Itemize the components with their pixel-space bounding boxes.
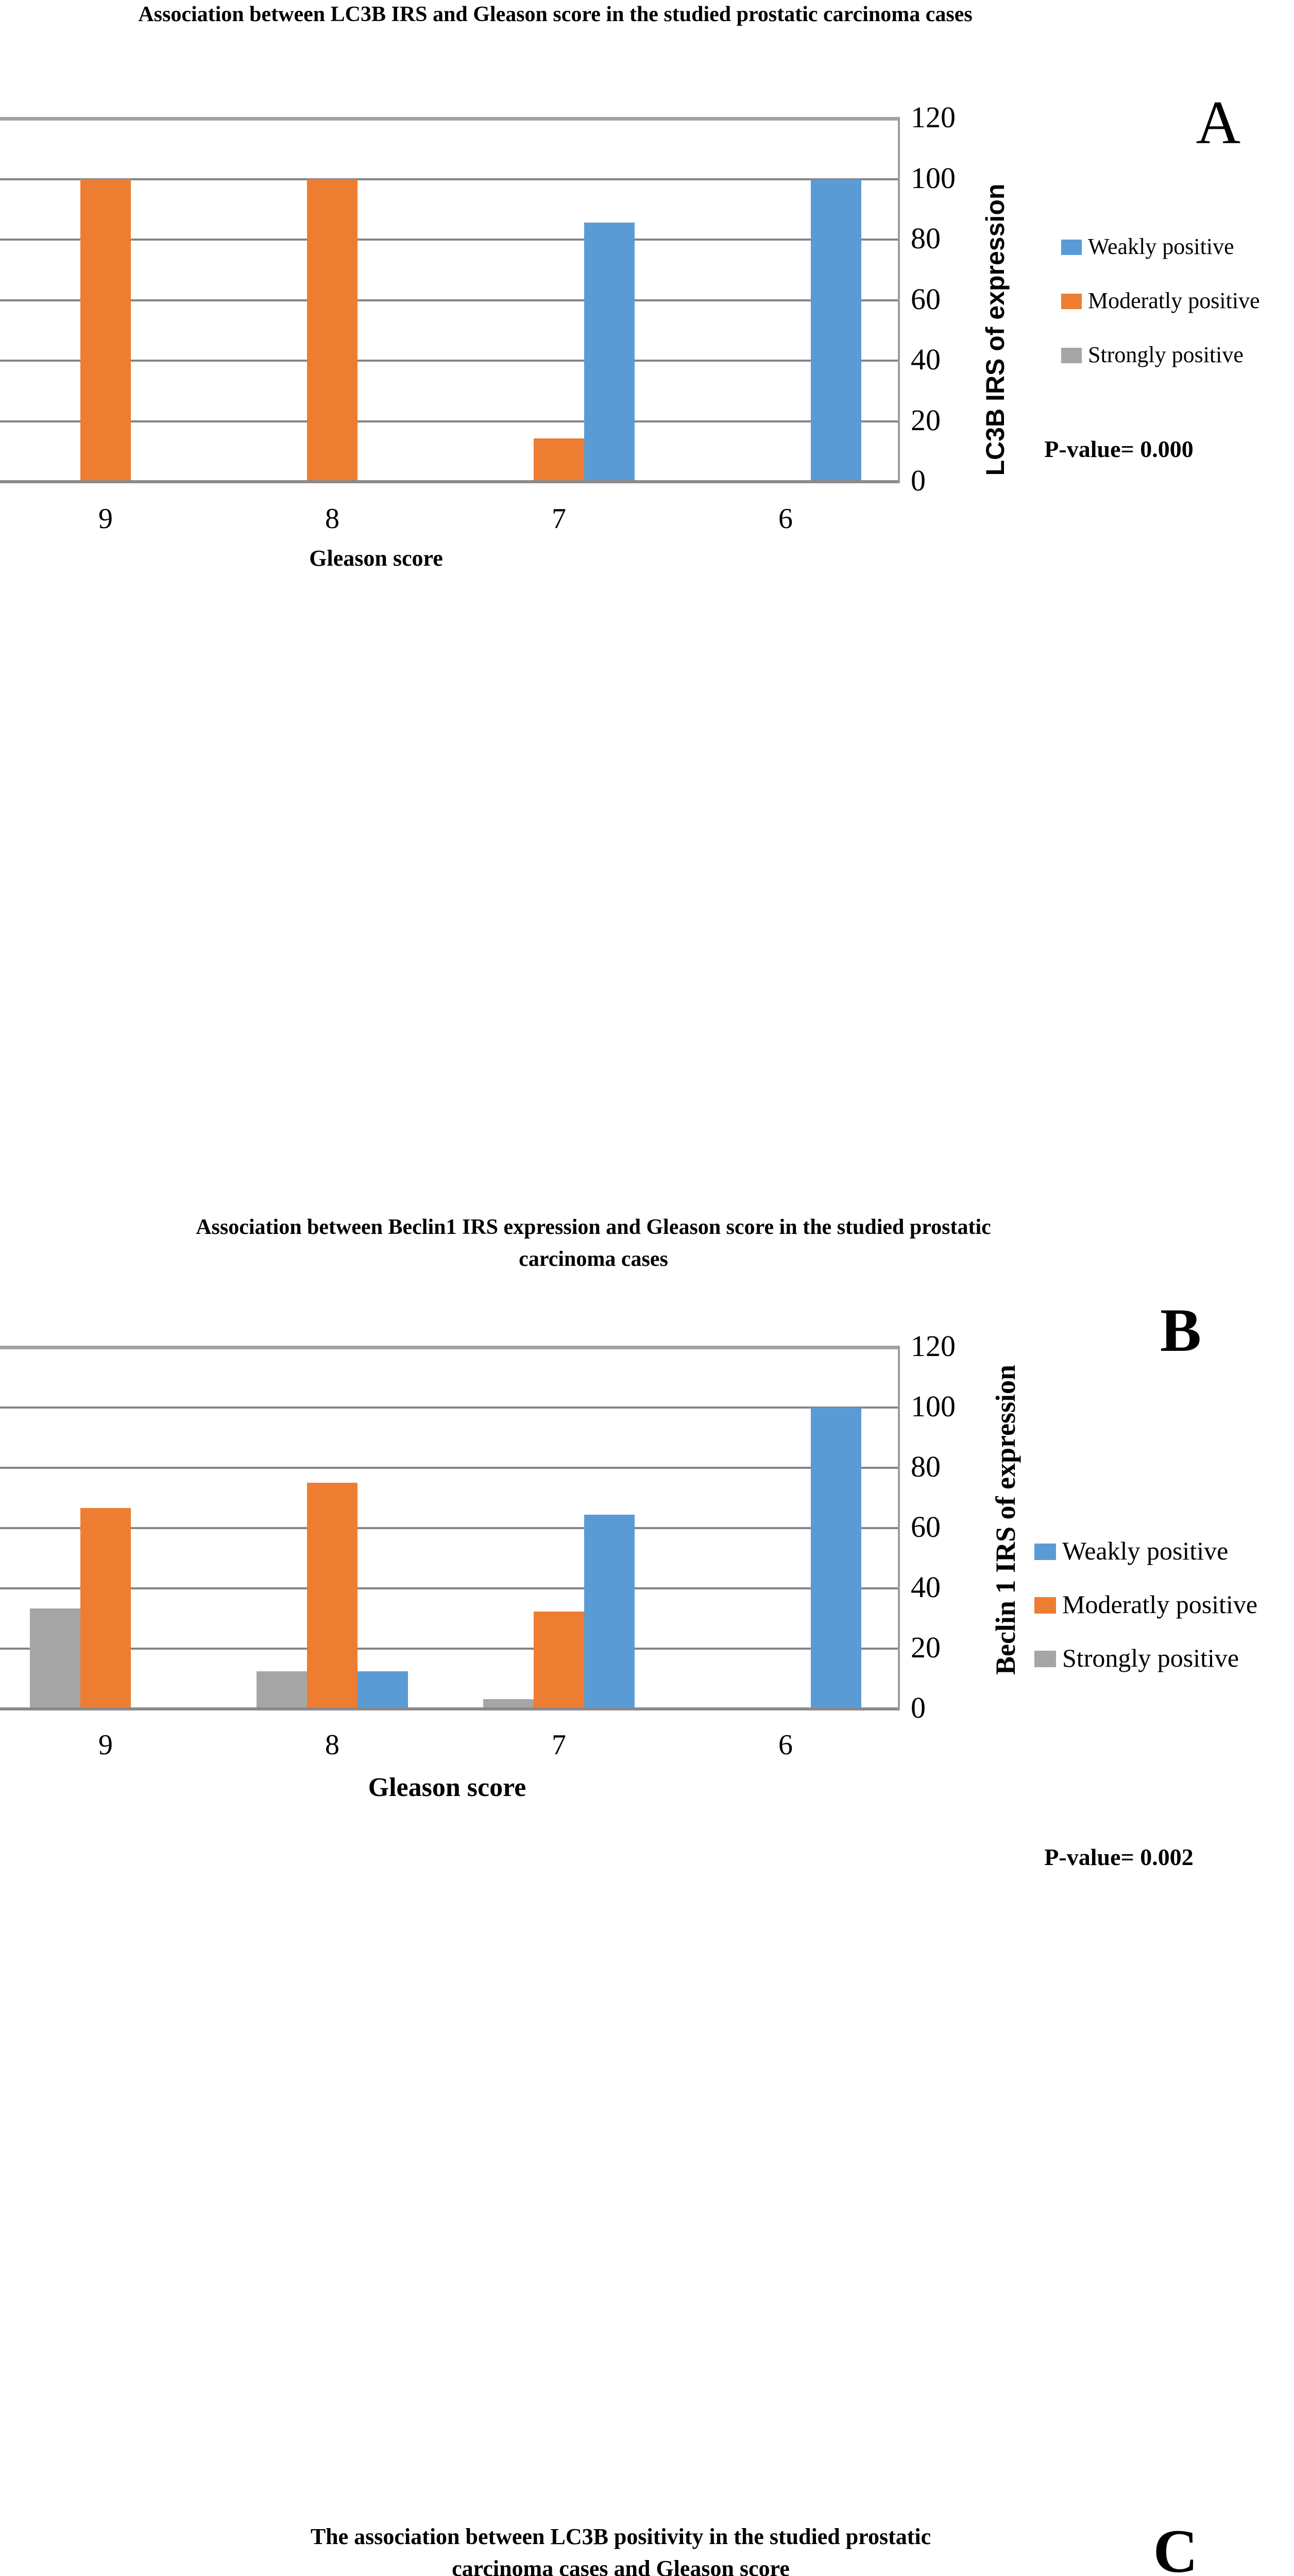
bar-weakly-positive-gleason-6	[811, 179, 861, 482]
chart-title: The association between LC3B positivity in the studied prostatic	[310, 2524, 931, 2549]
x-category-label: 9	[98, 503, 113, 535]
bar-moderatly-positive-gleason-8	[307, 179, 357, 482]
panel-letter-c: C	[1153, 2517, 1198, 2576]
bar-moderatly-positive-gleason-9	[80, 179, 131, 482]
y-tick-label: 60	[911, 282, 941, 316]
y-tick-label: 20	[911, 403, 941, 437]
x-axis-title: Gleason score	[309, 546, 443, 571]
legend-swatch-weakly-positive	[1061, 240, 1082, 255]
bar-weakly-positive-gleason-7	[584, 223, 635, 482]
y-tick-label: 100	[911, 1389, 956, 1423]
y-tick-label: 120	[911, 1329, 956, 1363]
chart-title: Association between Beclin1 IRS expression and Gleason score in the studied prostatic	[196, 1215, 991, 1239]
x-category-label: 9	[98, 1729, 113, 1761]
panel-letter-b: B	[1160, 1296, 1202, 1364]
y-axis-title: Beclin 1 IRS of expression	[990, 1364, 1021, 1675]
panel-a	[0, 0, 1294, 598]
legend-label: Moderatly positive	[1088, 287, 1260, 313]
y-tick-label: 60	[911, 1510, 941, 1544]
legend-label: Weakly positive	[1062, 1536, 1229, 1565]
y-tick-label: 0	[911, 464, 926, 498]
bar-moderatly-positive-gleason-7	[534, 438, 584, 482]
legend-label: Weakly positive	[1088, 233, 1234, 259]
y-axis-line	[898, 117, 900, 483]
y-tick-label: 40	[911, 343, 941, 377]
panel-letter-a: A	[1196, 88, 1241, 157]
chart-title: Association between LC3B IRS and Gleason score in the studied prostatic carcinoma cases	[138, 3, 973, 26]
legend-label: Strongly positive	[1062, 1643, 1239, 1672]
x-category-label: 6	[778, 1729, 793, 1761]
x-category-label: 8	[325, 1729, 339, 1761]
y-tick-label: 40	[911, 1570, 941, 1604]
gridline	[0, 117, 899, 121]
gridline	[0, 178, 899, 180]
y-tick-label: 100	[911, 161, 956, 195]
y-axis-title: LC3B IRS of expression	[981, 183, 1010, 476]
legend-label: Moderatly positive	[1062, 1590, 1258, 1619]
x-category-label: 7	[552, 503, 566, 535]
y-tick-label: 80	[911, 222, 941, 256]
gridline	[0, 239, 899, 241]
gridline	[0, 420, 899, 422]
gridline	[0, 299, 899, 301]
y-tick-label: 20	[911, 1631, 941, 1665]
x-category-label: 6	[778, 503, 793, 535]
x-category-label: 8	[325, 503, 339, 535]
chart-title: carcinoma cases	[519, 1247, 668, 1271]
x-axis-line	[0, 480, 899, 483]
chart-title: carcinoma cases and Gleason score	[452, 2556, 790, 2576]
p-value-label: P-value= 0.000	[1044, 436, 1194, 462]
panel-b	[0, 598, 1294, 1870]
x-axis-title: Gleason score	[368, 1773, 526, 1802]
y-tick-label: 0	[911, 1691, 926, 1725]
gridline	[0, 360, 899, 362]
y-tick-label: 120	[911, 100, 956, 134]
x-category-label: 7	[552, 1729, 566, 1761]
panel-c	[0, 1257, 1294, 2576]
legend-label: Strongly positive	[1088, 342, 1244, 367]
y-tick-label: 80	[911, 1450, 941, 1484]
legend-swatch-moderatly-positive	[1061, 294, 1082, 309]
legend-swatch-strongly-positive	[1061, 348, 1082, 363]
p-value-label: P-value= 0.002	[1044, 1844, 1194, 1870]
